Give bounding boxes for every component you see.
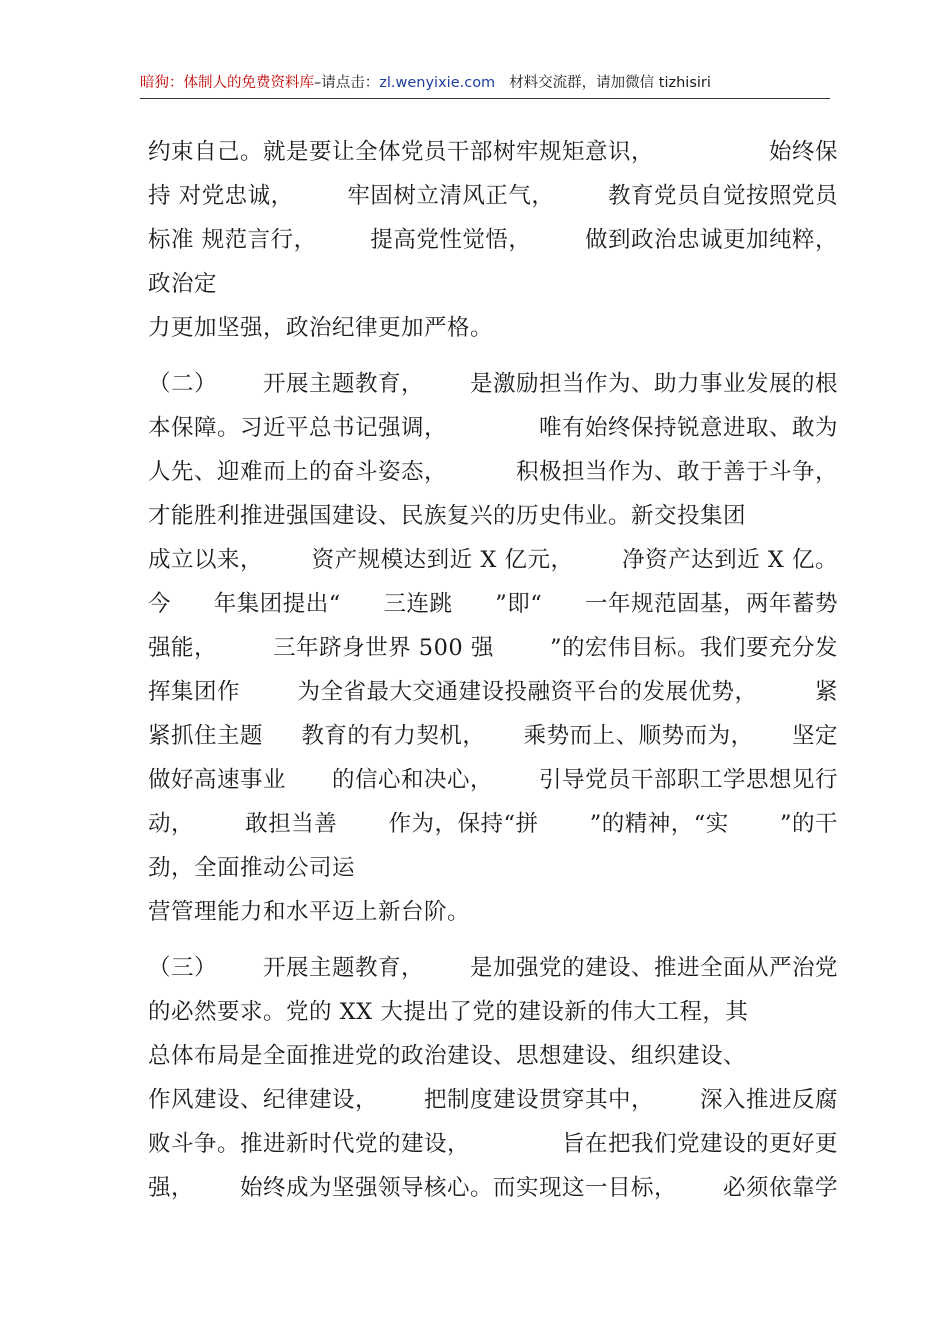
- text-segment: 动，: [148, 811, 195, 837]
- text-line: [148, 946, 838, 990]
- text-segment: 开展主题教育，: [262, 955, 424, 981]
- text-segment: 乘势而上、顺势而为，: [523, 723, 754, 749]
- text-segment: ”即“: [495, 591, 543, 617]
- text-segment: 政治定: [148, 271, 218, 297]
- text-segment: 开展主题教育，: [262, 371, 424, 397]
- text-segment: ”的精神，“实: [589, 811, 729, 837]
- text-segment: 强能，: [148, 635, 218, 661]
- text-segment: 三连跳: [383, 591, 453, 617]
- text-line: [148, 990, 838, 1034]
- text-segment: 标准 规范言行，: [148, 227, 317, 253]
- text-segment: 力更加坚强，政治纪律更加严格。: [148, 315, 494, 341]
- text-line: [148, 262, 838, 306]
- text-segment: 是加强党的建设、推进全面从严治党: [469, 955, 838, 981]
- text-segment: 牢固树立清风正气，: [347, 183, 555, 209]
- text-line: [148, 1122, 838, 1166]
- document-body: [148, 130, 838, 1210]
- text-segment: 做到政治忠诚更加纯粹，: [584, 227, 838, 253]
- header-brand: 暗狗：体制人的免费资料库: [140, 75, 314, 91]
- text-segment: 挥集团作: [148, 679, 241, 705]
- text-segment: （二）: [148, 371, 218, 397]
- text-line: [148, 218, 838, 262]
- text-segment: 教育的有力契机，: [301, 723, 486, 749]
- text-line: [148, 626, 838, 670]
- text-segment: 作风建设、纪律建设，: [148, 1087, 379, 1113]
- text-segment: ”的宏伟目标。我们要充分发: [549, 635, 838, 661]
- text-segment: 做好高速事业: [148, 767, 287, 793]
- text-line: [148, 670, 838, 714]
- text-segment: 的信心和决心，: [331, 767, 493, 793]
- paragraph: [148, 946, 838, 1210]
- text-line: [148, 802, 838, 846]
- text-segment: 敢担当善: [245, 811, 338, 837]
- text-segment: 净资产达到近 X 亿。: [622, 547, 838, 573]
- text-segment: 年集团提出“: [213, 591, 341, 617]
- text-segment: 始终保: [768, 139, 838, 165]
- text-line: [148, 1034, 838, 1078]
- text-segment: ”的干: [779, 811, 838, 837]
- paragraph: [148, 130, 838, 350]
- text-line: [148, 306, 838, 350]
- text-segment: 提高党性觉悟，: [370, 227, 532, 253]
- text-segment: 一年规范固基，两年蓄势: [584, 591, 838, 617]
- text-line: [148, 538, 838, 582]
- text-segment: 资产规模达到近 X 亿元，: [311, 547, 574, 573]
- text-segment: 总体布局是全面推进党的政治建设、思想建设、组织建设、: [148, 1043, 747, 1069]
- text-segment: 的必然要求。党的 XX 大提出了党的建设新的伟大工程，其: [148, 999, 749, 1025]
- text-line: [148, 174, 838, 218]
- header-url-link[interactable]: zl.wenyixie.com: [379, 75, 496, 91]
- text-line: [148, 1078, 838, 1122]
- text-line: [148, 494, 838, 538]
- text-segment: 唯有始终保持锐意进取、敢为: [538, 415, 838, 441]
- text-segment: 营管理能力和水平迈上新台阶。: [148, 899, 471, 925]
- paragraph: [148, 362, 838, 934]
- text-line: [148, 1166, 838, 1210]
- text-line: [148, 890, 838, 934]
- text-segment: 是激励担当作为、助力事业发展的根: [469, 371, 838, 397]
- text-segment: 深入推进反腐: [699, 1087, 838, 1113]
- header-contact: 材料交流群，请加微信 tizhisiri: [509, 75, 711, 91]
- text-segment: 把制度建设贯穿其中，: [423, 1087, 654, 1113]
- text-line: [148, 758, 838, 802]
- text-line: [148, 406, 838, 450]
- text-line: [148, 714, 838, 758]
- text-segment: 教育党员自觉按照党员: [607, 183, 838, 209]
- text-segment: 本保障。习近平总书记强调，: [148, 415, 448, 441]
- document-header: [140, 72, 830, 99]
- text-line: [148, 582, 838, 626]
- text-segment: 积极担当作为、敢于善于斗争，: [515, 459, 838, 485]
- text-segment: 坚定: [791, 723, 838, 749]
- text-segment: 才能胜利推进强国建设、民族复兴的历史伟业。新交投集团: [148, 503, 747, 529]
- text-segment: 约束自己。就是要让全体党员干部树牢规矩意识，: [148, 139, 655, 165]
- text-segment: 三年跻身世界 500 强: [273, 635, 494, 661]
- text-segment: 为全省最大交通建设投融资平台的发展优势，: [297, 679, 758, 705]
- text-segment: 劲，全面推动公司运: [148, 855, 356, 881]
- text-line: [148, 450, 838, 494]
- text-segment: 作为，保持“拼: [388, 811, 539, 837]
- text-segment: 败斗争。推进新时代党的建设，: [148, 1131, 471, 1157]
- text-segment: （三）: [148, 955, 218, 981]
- text-segment: 强，: [148, 1175, 195, 1201]
- text-line: [148, 846, 838, 890]
- text-line: [148, 130, 838, 174]
- text-segment: 必须依靠学: [722, 1175, 838, 1201]
- text-segment: 紧: [814, 679, 838, 705]
- text-line: [148, 362, 838, 406]
- text-segment: 始终成为坚强领导核心。而实现这一目标，: [239, 1175, 677, 1201]
- text-segment: 成立以来，: [148, 547, 264, 573]
- text-segment: 引导党员干部职工学思想见行: [538, 767, 838, 793]
- text-segment: 今: [148, 591, 172, 617]
- text-segment: 人先、迎难而上的奋斗姿态，: [148, 459, 448, 485]
- text-segment: 旨在把我们党建设的更好更: [561, 1131, 838, 1157]
- text-segment: 持 对党忠诚，: [148, 183, 294, 209]
- header-click-prompt: –请点击：: [314, 75, 380, 91]
- text-segment: 紧抓住主题: [148, 723, 264, 749]
